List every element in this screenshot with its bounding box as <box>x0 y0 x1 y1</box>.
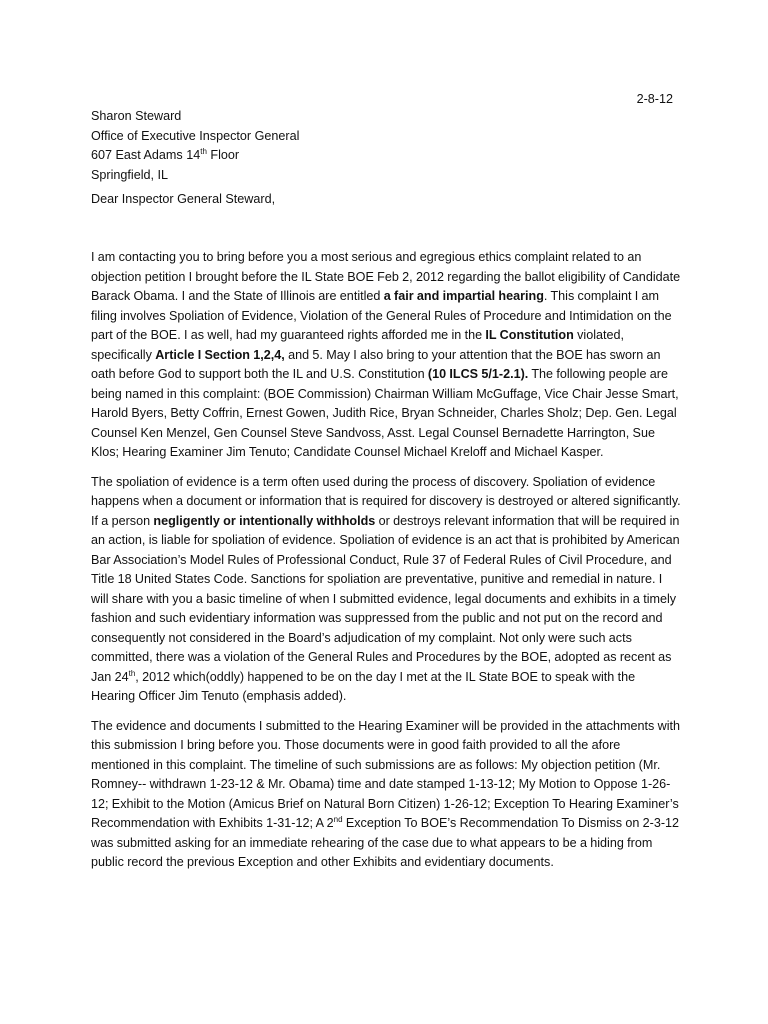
paragraph-spoliation: The spoliation of evidence is a term often used during the process of discovery. Spoliation of evidence happens when a document or information that is required for discovery is destroyed or altered significantly. If a person negligently or intentionally withholds or destroys relevant information that will be required in an action, is liable for spoliation of evidence. Spoliation of evidence is an act that is prohibited by American Bar Association’s Model Rules of Professional Conduct, Rule 37 of Federal Rules of Civil Procedure, and Title 18 United States Code. Sanctions for spoliation are preventative, punitive and remedial in nature. I will share with you a basic timeline of when I submitted evidence, legal documents and exhibits in a timely fashion and such evidentiary information was suppressed from the public and not put on the record and consequently not considered in the Board’s adjudication of my complaint. Not only were such acts committed, there was a violation of the General Rules and Procedures by the BOE, adopted as recent as Jan 24th, 2012 which(oddly) happened to be on the day I met at the IL State BOE to speak with the Hearing Officer Jim Tenuto (emphasis added). <box>91 474 681 703</box>
recipient-name: Sharon Steward <box>91 109 182 123</box>
recipient-city: Springfield, IL <box>91 167 169 182</box>
letter-date: 2-8-12 <box>636 92 673 106</box>
recipient-street: 607 East Adams 14th Floor <box>91 146 240 162</box>
recipient-office: Office of Executive Inspector General <box>91 128 300 143</box>
paragraph-complaint: I am contacting you to bring before you a most serious and egregious ethics complaint related to an objection petition I brought before the IL State BOE Feb 2, 2012 regarding the ballot eligibility of Candidate Barack Obama. I and the State of Illinois are entitled a fair and impartial hearing. This complaint I am filing involves Spoliation of Evidence, Violation of the General Rules of Procedure and Intimidation on the part of the BOE. I as well, had my guaranteed rights afforded me in the IL Constitution violated, specifically Article I Section 1,2,4, and 5. May I also bring to your attention that the BOE has sworn an oath before God to support both the IL and U.S. Constitution (10 ILCS 5/1-2.1). The following people are being named in this complaint: (BOE Commission) Chairman William McGuffage, Vice Chair Jesse Smart, Harold Byers, Betty Coffrin, Ernest Gowen, Judith Rice, Bryan Schneider, Charles Sholz; Dep. Gen. Legal Counsel Ken Menzel, Gen Counsel Steve Sandvoss, Asst. Legal Counsel Bernadette Harrington, Sue Klos; Hearing Examiner Jim Tenuto; Candidate Counsel Michael Kreloff and Michael Kasper. <box>91 250 681 459</box>
recipient-address <box>91 107 299 185</box>
paragraph-evidence-timeline: The evidence and documents I submitted to the Hearing Examiner will be provided in the attachments with this submission I bring before you. Those documents were in good faith provided to all the afore mentioned in this complaint. The timeline of such submissions are as follows: My objection petition (Mr. Romney-- withdrawn 1-23-12 & Mr. Obama) time and date stamped 1-13-12; My Motion to Oppose 1-26-12; Exhibit to the Motion (Amicus Brief on Natural Born Citizen) 1-26-12; Exception To Hearing Examiner’s Recommendation with Exhibits 1-31-12; A 2nd Exception To BOE’s Recommendation To Dismiss on 2-3-12 was submitted asking for an immediate rehearing of the case due to what appears to be a hiding from public record the previous Exception and other Exhibits and evidentiary documents. <box>91 718 681 869</box>
letter-body <box>91 248 681 883</box>
salutation: Dear Inspector General Steward, <box>91 192 276 206</box>
